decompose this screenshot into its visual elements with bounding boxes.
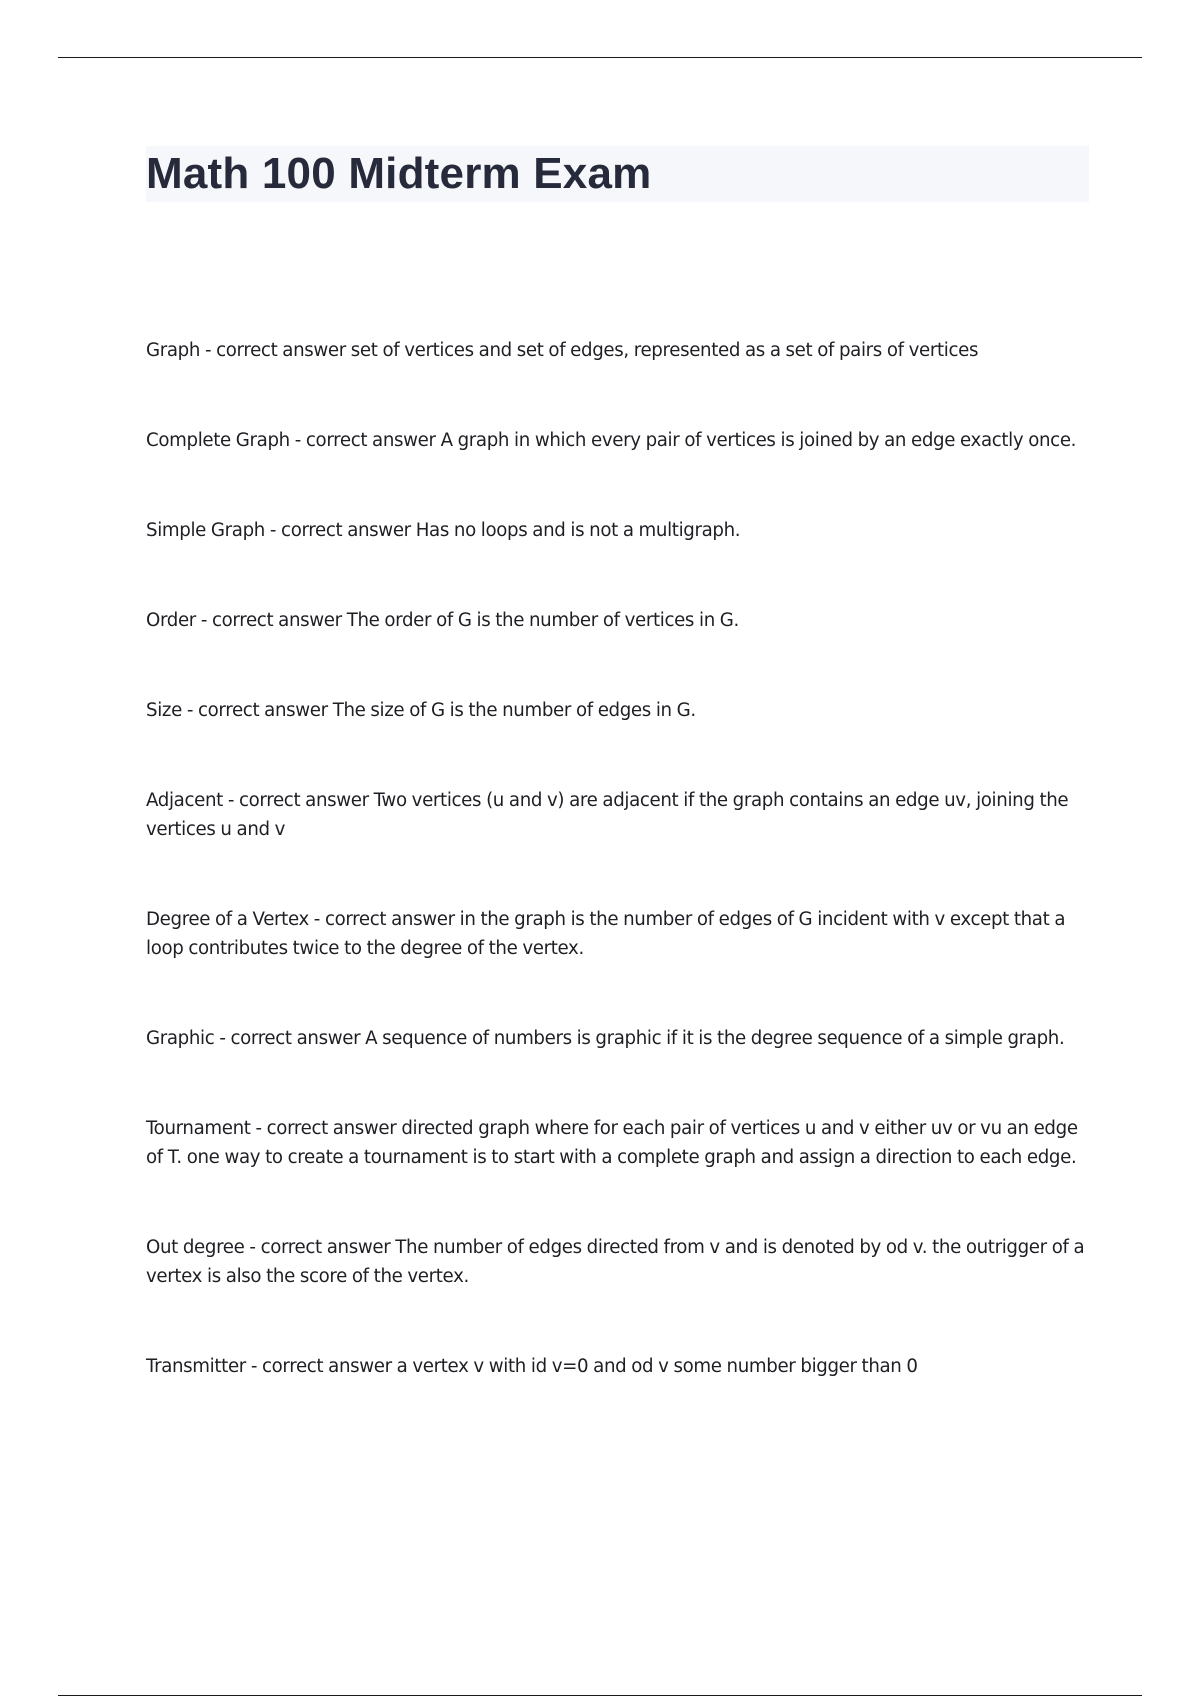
flashcard-size: Size - correct answer The size of G is the number of edges in G.	[146, 700, 696, 721]
bottom-rule	[58, 1695, 1142, 1696]
page-title: Math 100 Midterm Exam	[146, 149, 652, 198]
flashcard-tournament: Tournament - correct answer directed graph where for each pair of vertices u and v either uv or vu an edge of T. one way to create a tournament is to start with a complete graph and assign a direction to each edge.	[146, 1118, 1078, 1168]
top-rule	[58, 57, 1142, 58]
flashcard-adjacent: Adjacent - correct answer Two vertices (u and v) are adjacent if the graph contains an edge uv, joining the vertices u and v	[146, 790, 1069, 840]
flashcard-order: Order - correct answer The order of G is the number of vertices in G.	[146, 610, 739, 631]
flashcard-out-degree: Out degree - correct answer The number of edges directed from v and is denoted by od v. the outrigger of a vertex is also the score of the vertex.	[146, 1237, 1085, 1287]
flashcard-transmitter: Transmitter - correct answer a vertex v with id v=0 and od v some number bigger than 0	[146, 1356, 918, 1377]
flashcard-list	[146, 336, 1096, 1381]
flashcard-degree-of-vertex: Degree of a Vertex - correct answer in the graph is the number of edges of G incident with v except that a loop contributes twice to the degree of the vertex.	[146, 909, 1066, 959]
flashcard-graphic: Graphic - correct answer A sequence of numbers is graphic if it is the degree sequence of a simple graph.	[146, 1028, 1065, 1049]
flashcard-simple-graph: Simple Graph - correct answer Has no loops and is not a multigraph.	[146, 520, 741, 541]
flashcard-complete-graph: Complete Graph - correct answer A graph in which every pair of vertices is joined by an edge exactly once.	[146, 430, 1077, 451]
title-banner	[146, 146, 1089, 202]
flashcard-graph: Graph - correct answer set of vertices and set of edges, represented as a set of pairs of vertices	[146, 340, 979, 361]
